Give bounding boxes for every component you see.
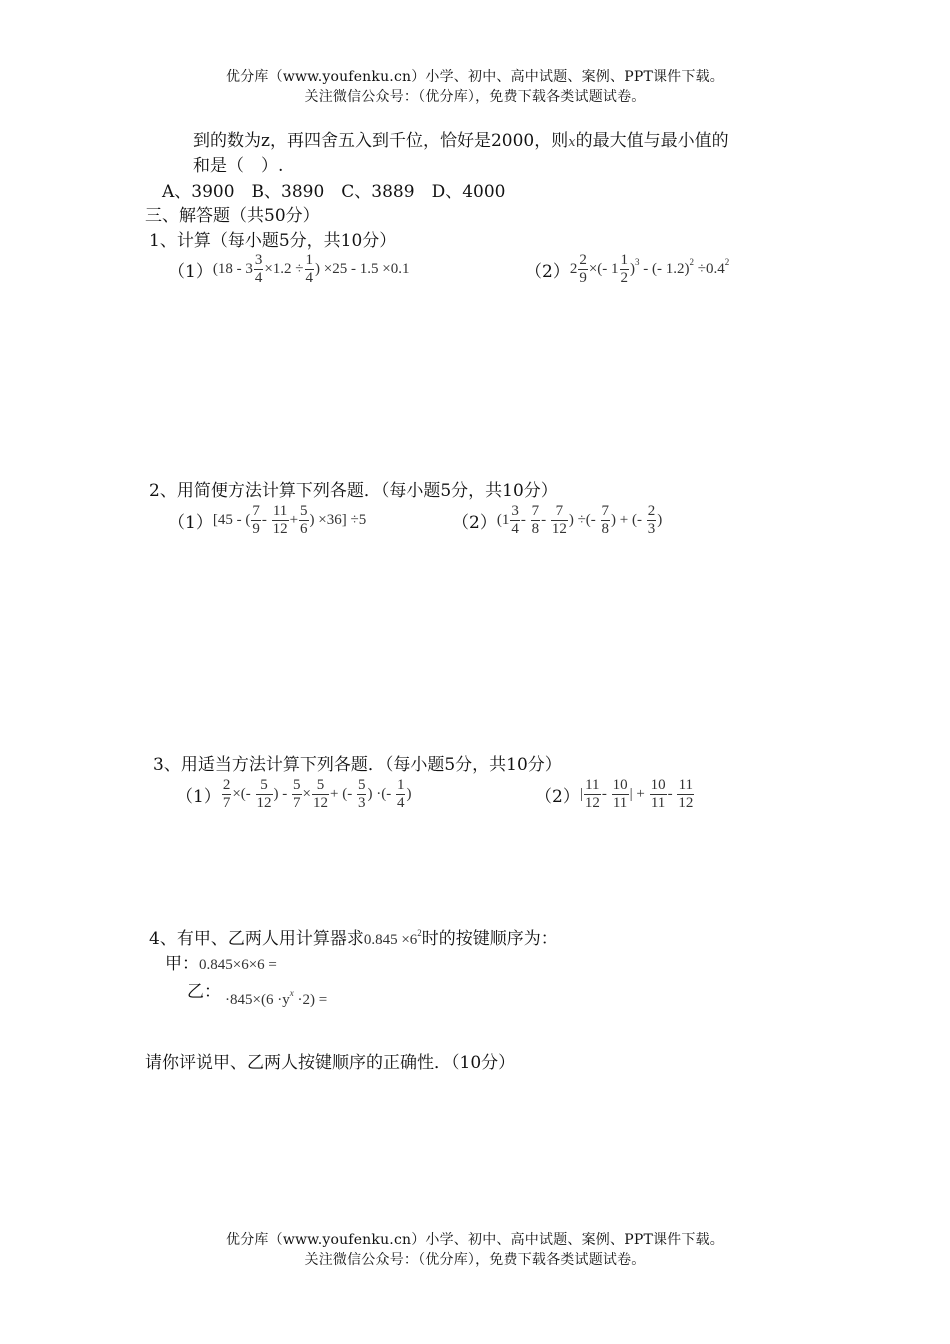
q1-title: 1、计算（每小题5分，共10分）: [149, 231, 397, 251]
q2-p2-expr: (1 $\frac{3}{4}$ - $\frac{7}{8}$ - $\frac{7}{12}$ ) ÷(- $\frac{7}{8}$ ) + (- $\frac{2}{3}$ ): [496, 503, 663, 537]
q1-p1-label: （1）: [168, 262, 213, 282]
q3-part1: [176, 777, 411, 812]
cq-text-pre: 到的数为z，再四舍五入到千位，恰好是2000，则: [193, 131, 569, 151]
q4-title-expr: 0.845 ×6: [363, 932, 418, 948]
q4-yi-sequence: [225, 988, 327, 1009]
q3-part2: [535, 777, 695, 812]
q4-yi-seq-part1: ·845×(6 ·y: [225, 992, 290, 1008]
header-line-1: 优分库（www.youfenku.cn）小学、初中、高中试题、案例、PPT课件下载。: [226, 69, 724, 85]
q2-p2-label: （2）: [452, 513, 497, 533]
q4-title: [149, 924, 558, 949]
continued-question-line-1: [193, 126, 729, 151]
q2-title: 2、用简便方法计算下列各题．（每小题5分，共10分）: [149, 481, 558, 501]
q4-prompt: 请你评说甲、乙两人按键顺序的正确性．（10分）: [145, 1053, 516, 1073]
cq-var: x: [568, 135, 576, 150]
continued-question-line-2: 和是（ ）.: [193, 156, 284, 176]
q1-part1: [168, 252, 409, 287]
footer-line-2: 关注微信公众号：（优分库），免费下载各类试题试卷。: [304, 1252, 646, 1268]
q1-p2-expr: 2 $\frac{2}{9}$ ×(- 1 $\frac{1}{2}$ )$^3$ - (- $1.2)^2 \div 0.4^2$: [569, 252, 730, 286]
q3-p2-expr: | $\frac{11}{12}$ - $\frac{10}{11}$ | + $\frac{10}{11}$ - $\frac{11}{12}$: [579, 777, 694, 811]
q4-title-exp: 2: [417, 928, 422, 938]
q1-p2-label: （2）: [525, 262, 570, 282]
q4-jia-sequence: 0.845×6×6 =: [199, 957, 277, 973]
q4-yi-seq-part2: ·2) =: [293, 992, 328, 1008]
footer-line-1: 优分库（www.youfenku.cn）小学、初中、高中试题、案例、PPT课件下载。: [226, 1232, 724, 1248]
header-line-2: 关注微信公众号：（优分库），免费下载各类试题试卷。: [304, 89, 646, 105]
q4-title-pre: 4、有甲、乙两人用计算器求: [149, 929, 364, 949]
q4-yi-seq-sup: x: [289, 988, 294, 998]
q4-jia-row: [165, 949, 277, 974]
q4-title-post: 时的按键顺序为：: [421, 929, 558, 949]
q4-jia-label: 甲：: [165, 954, 199, 974]
q2-part1: [168, 503, 366, 538]
q2-part2: [452, 503, 662, 538]
q3-p1-expr: $\frac{2}{7}$ ×(- $\frac{5}{12}$ ) - $\frac{5}{7}$ × $\frac{5}{12}$ + (- $\frac{5}{3}$ ) ·(- $\frac{1}{4}$ ): [222, 777, 412, 811]
section-title: 三、解答题（共50分）: [145, 206, 320, 226]
q4-yi-label: 乙：: [187, 982, 221, 1002]
q3-title: 3、用适当方法计算下列各题．（每小题5分，共10分）: [153, 755, 562, 775]
q2-p1-label: （1）: [168, 513, 213, 533]
q3-p1-label: （1）: [176, 787, 221, 807]
cq-text-post: 的最大值与最小值的: [575, 131, 729, 151]
q3-p2-label: （2）: [535, 787, 580, 807]
q1-part2: [525, 252, 729, 287]
q1-p1-expr: (18 - 3 $\frac{3}{4}$ ×1.2 ÷ $\frac{1}{4}$ ) ×25 - 1.5 ×0.1: [212, 252, 410, 286]
answer-options: A、3900 B、3890 C、3889 D、4000: [162, 182, 506, 202]
q2-p1-expr: [45 - ( $\frac{7}{9}$ - $\frac{11}{12}$ + $\frac{5}{6}$ ) ×36] ÷5: [212, 503, 367, 537]
